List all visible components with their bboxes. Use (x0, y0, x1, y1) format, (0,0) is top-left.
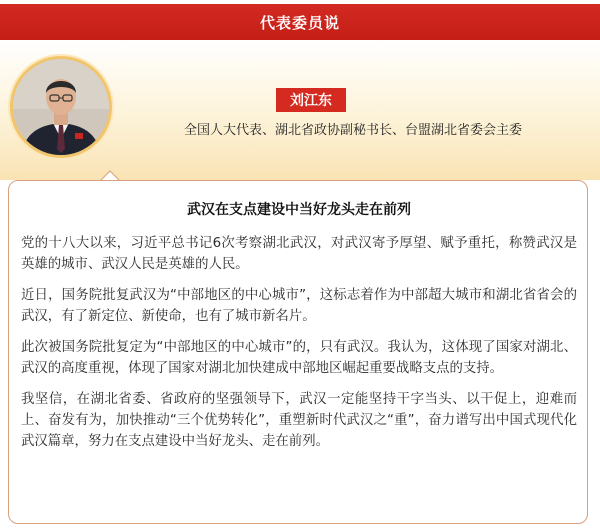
profile-header (0, 40, 600, 180)
article-body (21, 233, 577, 462)
article-title: 武汉在支点建设中当好龙头走在前列 (187, 202, 411, 218)
article-paragraph: 近日，国务院批复武汉为“中部地区的中心城市”，这标志着作为中部超大城市和湖北省省会的武汉，有了新定位、新使命，也有了城市新名片。 (21, 288, 577, 324)
article-card (8, 180, 588, 524)
portrait-photo-icon (13, 59, 109, 155)
person-titles: 全国人大代表、湖北省政协副秘书长、台盟湖北省委会主委 (183, 123, 522, 138)
section-banner (0, 4, 600, 40)
article-paragraph: 此次被国务院批复定为“中部地区的中心城市”的，只有武汉。我认为，这体现了国家对湖北、武汉的高度重视，体现了国家对湖北加快建成中部地区崛起重要战略支点的支持。 (21, 340, 577, 376)
banner-label: 代表委员说 (259, 13, 340, 32)
article-paragraph: 我坚信，在湖北省委、省政府的坚强领导下，武汉一定能坚持干字当头、以干促上，迎难而上、奋发有为，加快推动“三个优势转化”，重塑新时代武汉之“重”，奋力谱写出中国式现代化武汉篇章，努力在支点建设中当好龙头、走在前列。 (21, 392, 577, 449)
avatar (10, 56, 112, 158)
name-tag (276, 88, 346, 112)
person-name: 刘江东 (290, 93, 332, 109)
article-paragraph: 党的十八大以来，习近平总书记6次考察湖北武汉，对武汉寄予厚望、赋予重托，称赞武汉是英雄的城市、武汉人民是英雄的人民。 (21, 236, 577, 272)
